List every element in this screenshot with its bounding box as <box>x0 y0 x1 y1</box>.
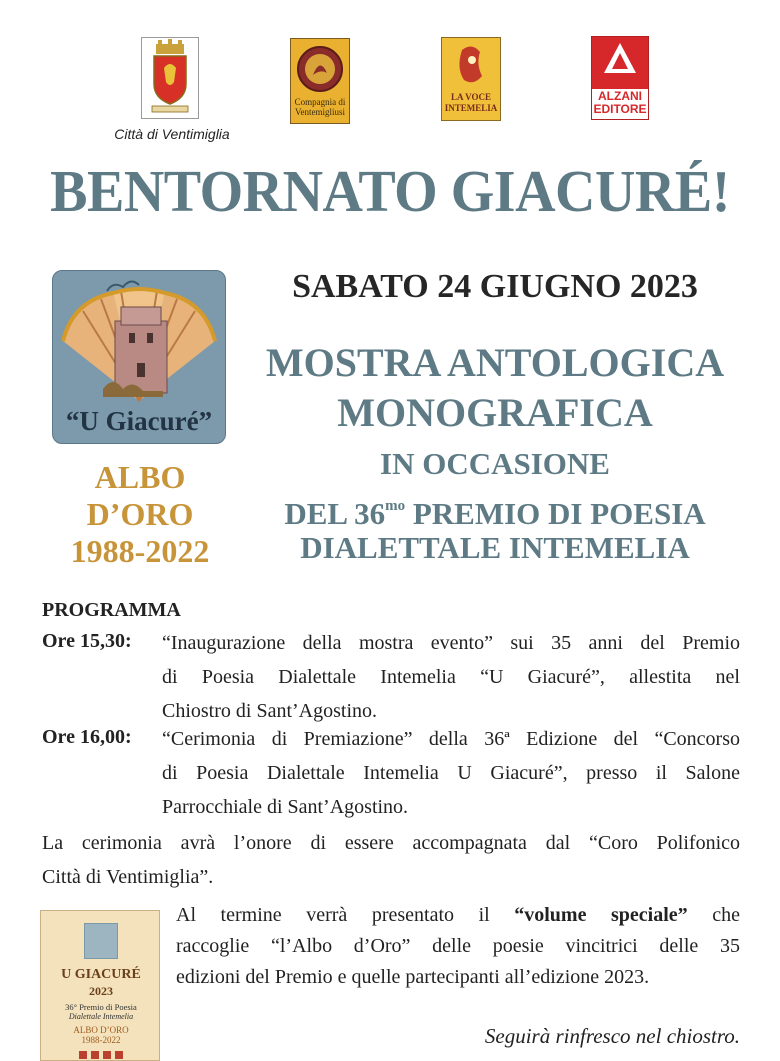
alzani-editore-logo <box>591 36 649 120</box>
compagnia-text-2: Ventemigliusi <box>295 107 345 117</box>
mostra-line-2: MONOGRAFICA <box>337 390 653 435</box>
program-time-2: Ore 16,00: <box>42 726 132 748</box>
book-cover <box>40 910 160 1061</box>
occasione-line-2: DEL $36^{mo}$ PREMIO DI POESIA <box>284 496 706 531</box>
program-item-1: “Inaugurazione della mostra evento” sui 35 anni del Premio di Poesia Dialettale Intemelia “U Giacuré”, allestita nel Chiostro di Sant’Agostino. <box>162 632 740 722</box>
occasione-line-1: IN OCCASIONE <box>380 446 610 481</box>
program-time-1: Ore 15,30: <box>42 630 132 652</box>
alzani-text-1: ALZANI <box>598 89 642 103</box>
compagnia-text-1: Compagnia di <box>294 97 346 107</box>
compagnia-ventemigliusi-logo <box>290 38 350 124</box>
mostra-line-1: MOSTRA ANTOLOGICA <box>265 340 725 385</box>
book-logos-icon <box>79 1051 123 1059</box>
event-date: SABATO 24 GIUGNO 2023 <box>292 268 698 305</box>
closing-paragraph: Al termine verrà presentato il “volume speciale” che raccoglie “l’Albo d’Oro” delle poesie vincitrici delle 35 edizioni del Premio e quelle partecipanti all’edizione 2023. <box>176 904 740 988</box>
badge-label: “U Giacuré” <box>65 406 213 436</box>
u-giacure-badge <box>52 270 226 444</box>
programma-heading: PROGRAMMA <box>42 599 181 621</box>
book-emblem-icon <box>84 923 118 959</box>
cerimonia-paragraph: La cerimonia avrà l’onore di essere accompagnata dal “Coro Polifonico Città di Ventimiglia”. <box>42 832 740 888</box>
voce-text-1: LA VOCE <box>451 92 491 102</box>
book-year: 2023 <box>89 984 113 998</box>
book-subtitle-2: Dialettale Intemelia <box>68 1012 134 1021</box>
book-years: 1988-2022 <box>81 1035 121 1045</box>
albo-line-3: 1988-2022 <box>70 533 210 569</box>
albo-line-2: D’ORO <box>86 496 194 532</box>
main-title: BENTORNATO GIACURÉ! <box>50 159 730 225</box>
ventimiglia-coat-of-arms-logo <box>141 37 199 119</box>
voce-text-2: INTEMELIA <box>444 103 498 113</box>
la-voce-intemelia-logo <box>441 37 501 121</box>
program-item-2: “Cerimonia di Premiazione” della 36ª Edizione del “Concorso di Poesia Dialettale Intemelia U Giacuré”, presso il Salone Parrocchiale di Sant’Agostino. <box>162 728 740 818</box>
book-albo: ALBO D’ORO <box>73 1025 129 1035</box>
occasione-line-3: DIALETTALE INTEMELIA <box>300 530 690 565</box>
albo-line-1: ALBO <box>94 459 186 495</box>
refresh-note: Seguirà rinfresco nel chiostro. <box>484 1024 740 1048</box>
city-caption: Città di Ventimiglia <box>114 126 230 142</box>
alzani-text-2: EDITORE <box>593 102 647 116</box>
book-title: U GIACURÉ <box>61 967 141 982</box>
book-subtitle: 36° Premio di Poesia <box>65 1002 137 1012</box>
